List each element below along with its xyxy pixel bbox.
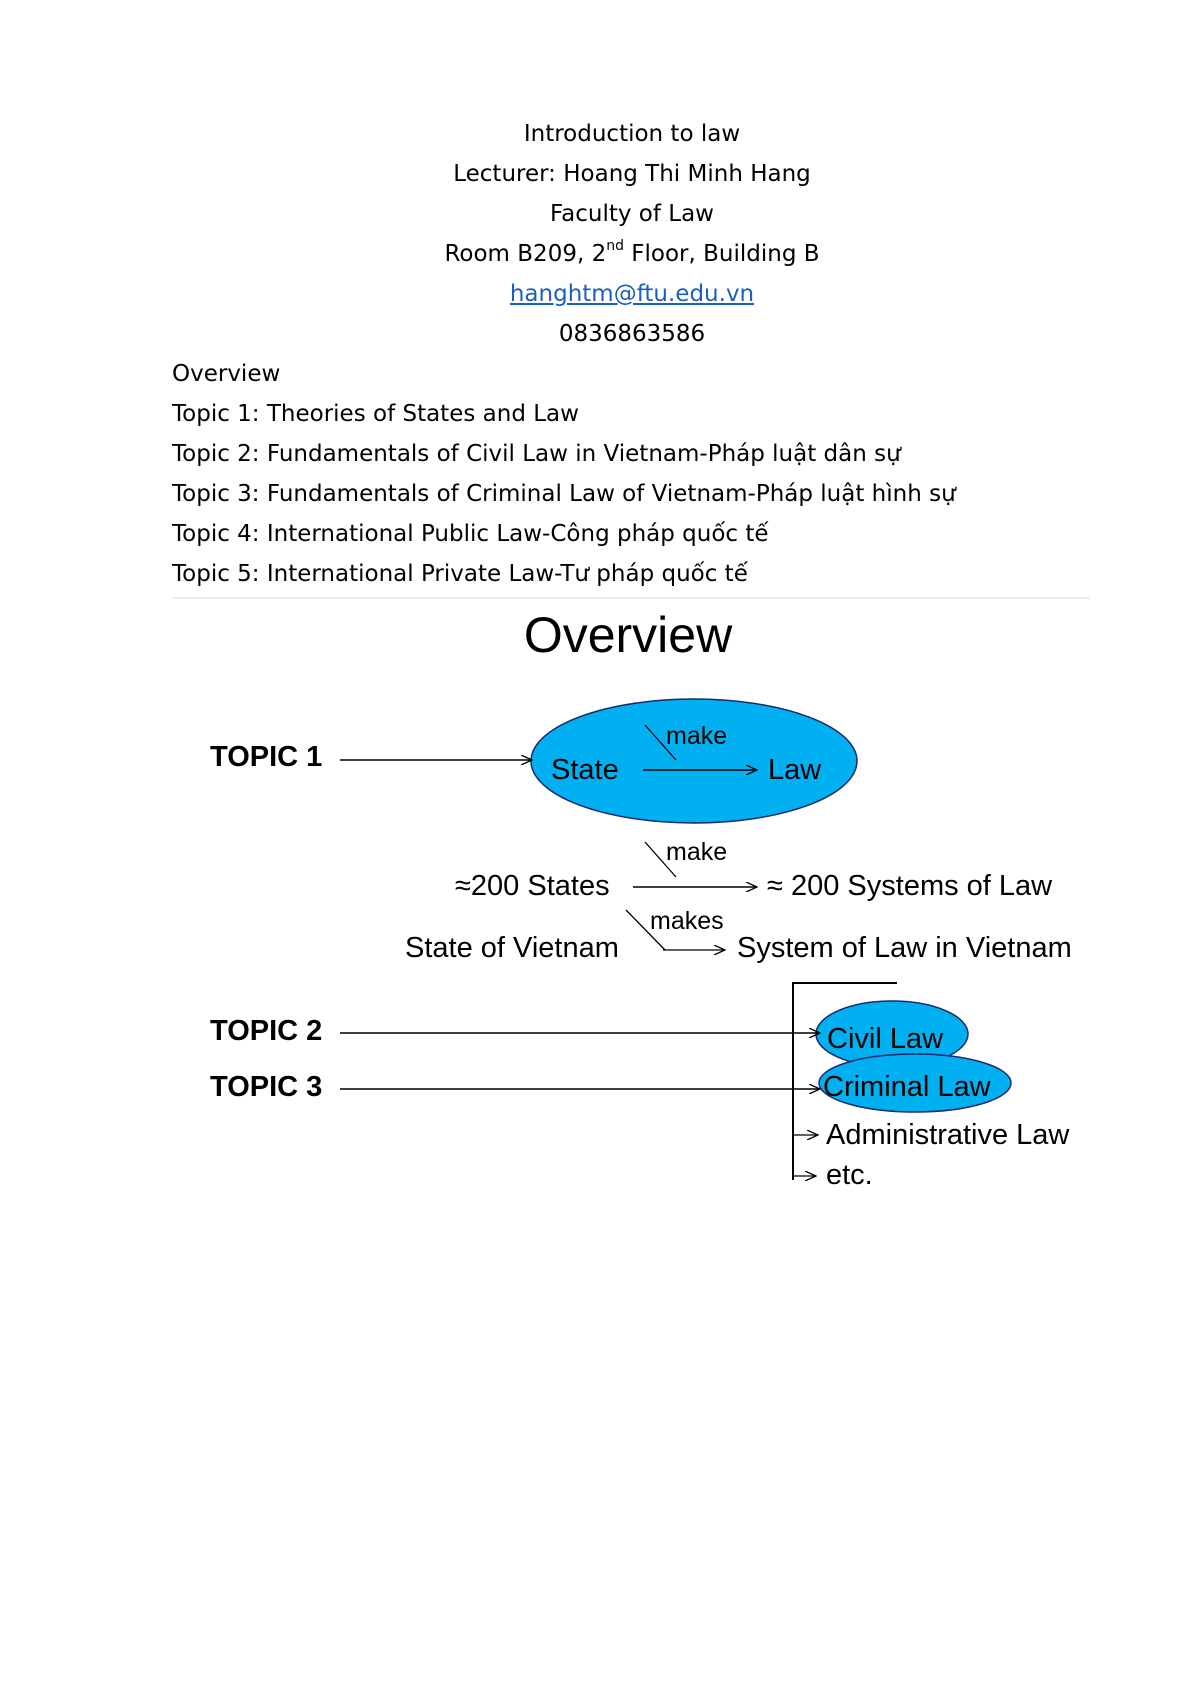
diagram-title: Overview (523, 607, 733, 663)
civil-law-label: Civil Law (827, 1023, 944, 1055)
make-label-2: make (666, 838, 728, 866)
topic-item-1: Topic 1: Theories of States and Law (172, 401, 579, 427)
topic3-label: TOPIC 3 (210, 1071, 323, 1103)
topic1-label: TOPIC 1 (210, 741, 323, 773)
email-link[interactable]: hanghtm@ftu.edu.vn (509, 281, 755, 307)
room-suffix: Floor, Building B (623, 241, 820, 267)
room-prefix: Room B209, 2 (444, 241, 607, 267)
faculty-line: Faculty of Law (550, 201, 714, 227)
criminal-law-label: Criminal Law (823, 1071, 991, 1103)
admin-law-label: Administrative Law (826, 1119, 1070, 1151)
phone-line: 0836863586 (558, 321, 706, 347)
room-superscript: nd (606, 238, 624, 255)
topic2-label: TOPIC 2 (210, 1015, 323, 1047)
topic-item-2: Topic 2: Fundamentals of Civil Law in Vietnam-Pháp luật dân sự (172, 441, 901, 467)
topic-item-4: Topic 4: International Public Law-Công pháp quốc tế (172, 521, 769, 547)
states-200-label: ≈200 States (455, 870, 610, 902)
systems-200-label: ≈ 200 Systems of Law (767, 870, 1053, 902)
topic-item-5: Topic 5: International Private Law-Tư pháp quốc tế (172, 561, 748, 587)
makes-label: makes (650, 907, 724, 935)
etc-label: etc. (826, 1159, 873, 1191)
course-title: Introduction to law (523, 121, 741, 147)
state-vietnam-label: State of Vietnam (405, 932, 619, 964)
lecturer-line: Lecturer: Hoang Thi Minh Hang (453, 161, 811, 187)
system-vietnam-label: System of Law in Vietnam (737, 932, 1072, 964)
topic-item-3: Topic 3: Fundamentals of Criminal Law of Vietnam-Pháp luật hình sự (172, 481, 956, 507)
state-label: State (551, 754, 619, 786)
law-label: Law (768, 754, 822, 786)
make-label-1: make (666, 722, 728, 750)
overview-heading: Overview (172, 361, 281, 387)
